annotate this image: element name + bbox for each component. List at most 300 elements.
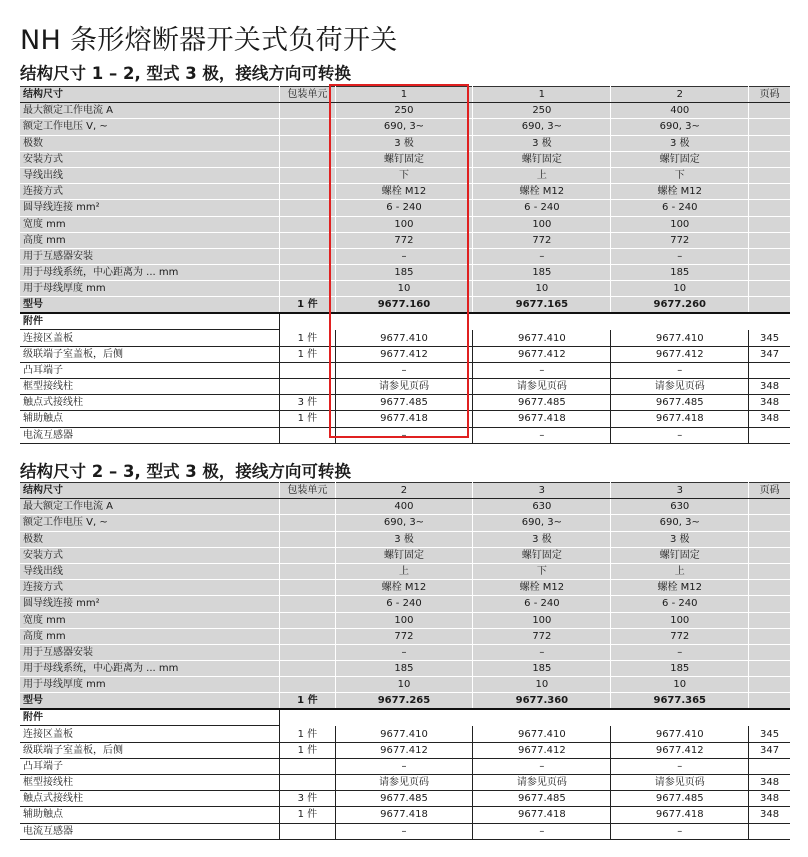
page-ref-cell	[749, 265, 790, 281]
row-label: 型号	[20, 297, 280, 314]
page-ref-cell: 页码	[749, 483, 790, 499]
page-ref-cell: 347	[749, 742, 790, 758]
row-label: 框型接线柱	[20, 775, 280, 791]
accessory-row	[20, 379, 790, 395]
row-label: 额定工作电压 V, ~	[20, 119, 280, 135]
pack-unit-cell	[280, 596, 335, 612]
value-cell: 100	[611, 612, 749, 628]
accessories-header-row	[20, 709, 790, 726]
spec-row	[20, 281, 790, 297]
pack-unit-cell	[280, 167, 335, 183]
value-cell: –	[335, 362, 473, 378]
row-label: 高度 mm	[20, 628, 280, 644]
page-ref-cell: 348	[749, 411, 790, 427]
page-ref-cell	[749, 248, 790, 264]
page-ref-cell	[749, 580, 790, 596]
value-cell: –	[473, 427, 611, 443]
value-cell: 6 - 240	[473, 200, 611, 216]
value-cell: 9677.485	[473, 791, 611, 807]
page-ref-cell	[749, 167, 790, 183]
spec-row	[20, 661, 790, 677]
section-2-title: 结构尺寸 2 – 3, 型式 3 极，接线方向可转换	[20, 462, 351, 481]
value-cell: 690, 3~	[335, 119, 473, 135]
row-label: 辅助触点	[20, 411, 280, 427]
value-cell: 3 极	[473, 531, 611, 547]
pack-unit-cell: 1 件	[280, 742, 335, 758]
page-ref-cell	[749, 281, 790, 297]
row-label: 级联端子室盖板，后侧	[20, 742, 280, 758]
page-ref-cell	[749, 693, 790, 710]
accessory-row	[20, 427, 790, 443]
pack-unit-cell: 包装单元	[280, 483, 335, 499]
value-cell: 9677.365	[611, 693, 749, 710]
row-label: 级联端子室盖板，后侧	[20, 346, 280, 362]
page-ref-cell	[749, 499, 790, 515]
section-2-table	[20, 482, 790, 840]
spec-row	[20, 232, 790, 248]
page-ref-cell	[749, 661, 790, 677]
page-ref-cell	[749, 758, 790, 774]
row-label: 宽度 mm	[20, 612, 280, 628]
pack-unit-cell	[280, 265, 335, 281]
row-label: 凸耳端子	[20, 362, 280, 378]
pack-unit-cell	[280, 644, 335, 660]
page-ref-cell	[749, 563, 790, 579]
page-ref-cell	[749, 216, 790, 232]
value-cell: 100	[335, 216, 473, 232]
value-cell: 螺钉固定	[473, 547, 611, 563]
pack-unit-cell	[280, 103, 335, 119]
value-cell: 螺栓 M12	[335, 580, 473, 596]
pack-unit-cell: 1 件	[280, 726, 335, 742]
page-ref-cell	[749, 823, 790, 839]
value-cell: 10	[335, 677, 473, 693]
accessory-row	[20, 791, 790, 807]
accessories-label: 附件	[20, 313, 280, 330]
page-ref-cell: 347	[749, 346, 790, 362]
value-cell: 690, 3~	[473, 119, 611, 135]
row-label: 结构尺寸	[20, 87, 280, 103]
spec-row	[20, 87, 790, 103]
row-label: 辅助触点	[20, 807, 280, 823]
row-label: 最大额定工作电流 A	[20, 499, 280, 515]
row-label: 电流互感器	[20, 823, 280, 839]
pack-unit-cell	[280, 775, 335, 791]
pack-unit-cell: 1 件	[280, 330, 335, 346]
value-cell: 772	[611, 232, 749, 248]
value-cell: 9677.412	[335, 346, 473, 362]
spec-row	[20, 103, 790, 119]
section-1-title: 结构尺寸 1 – 2, 型式 3 极，接线方向可转换	[20, 64, 351, 83]
value-cell: 上	[611, 563, 749, 579]
value-cell: –	[473, 248, 611, 264]
pack-unit-cell	[280, 379, 335, 395]
value-cell: 185	[611, 661, 749, 677]
value-cell: 6 - 240	[335, 200, 473, 216]
value-cell: 9677.165	[473, 297, 611, 314]
row-label: 圆导线连接 mm²	[20, 596, 280, 612]
spec-row	[20, 612, 790, 628]
pack-unit-cell	[280, 677, 335, 693]
value-cell: 9677.485	[335, 791, 473, 807]
spec-row	[20, 515, 790, 531]
value-cell: 9677.412	[473, 346, 611, 362]
value-cell: 185	[611, 265, 749, 281]
spec-row	[20, 677, 790, 693]
value-cell: 772	[335, 628, 473, 644]
pack-unit-cell	[280, 628, 335, 644]
value-cell: 9677.418	[611, 411, 749, 427]
value-cell: –	[611, 644, 749, 660]
row-label: 额定工作电压 V, ~	[20, 515, 280, 531]
pack-unit-cell	[280, 758, 335, 774]
value-cell: 9677.410	[473, 726, 611, 742]
value-cell: 630	[473, 499, 611, 515]
value-cell: 请参见页码	[335, 775, 473, 791]
spec-row	[20, 167, 790, 183]
value-cell: 螺栓 M12	[611, 184, 749, 200]
value-cell: 630	[611, 499, 749, 515]
pack-unit-cell	[280, 499, 335, 515]
value-cell: 9677.485	[611, 791, 749, 807]
row-label: 导线出线	[20, 167, 280, 183]
value-cell: 185	[335, 661, 473, 677]
value-cell: 6 - 240	[335, 596, 473, 612]
value-cell: 螺钉固定	[473, 151, 611, 167]
page-ref-cell	[749, 531, 790, 547]
value-cell: –	[473, 823, 611, 839]
page-ref-cell: 页码	[749, 87, 790, 103]
value-cell: 螺钉固定	[611, 151, 749, 167]
value-cell: 9677.418	[611, 807, 749, 823]
value-cell: 9677.260	[611, 297, 749, 314]
value-cell: 9677.418	[473, 807, 611, 823]
value-cell: 185	[473, 265, 611, 281]
value-cell: –	[611, 248, 749, 264]
value-cell: 3	[611, 483, 749, 499]
page-ref-cell: 345	[749, 726, 790, 742]
pack-unit-cell	[280, 823, 335, 839]
row-label: 用于母线厚度 mm	[20, 677, 280, 693]
row-label: 用于母线厚度 mm	[20, 281, 280, 297]
spec-row	[20, 184, 790, 200]
page-ref-cell: 348	[749, 379, 790, 395]
type-row	[20, 693, 790, 710]
value-cell: 螺钉固定	[611, 547, 749, 563]
value-cell: 9677.410	[611, 330, 749, 346]
value-cell: 3 极	[473, 135, 611, 151]
page-ref-cell	[749, 644, 790, 660]
pack-unit-cell: 包装单元	[280, 87, 335, 103]
value-cell: –	[611, 758, 749, 774]
value-cell: 250	[335, 103, 473, 119]
row-label: 型号	[20, 693, 280, 710]
value-cell: 100	[611, 216, 749, 232]
page-ref-cell	[749, 515, 790, 531]
page-ref-cell	[749, 427, 790, 443]
page-ref-cell	[749, 297, 790, 314]
value-cell: –	[611, 362, 749, 378]
row-label: 连接方式	[20, 580, 280, 596]
spec-row	[20, 135, 790, 151]
row-label: 宽度 mm	[20, 216, 280, 232]
page-ref-cell	[749, 103, 790, 119]
page-ref-cell	[749, 119, 790, 135]
row-label: 触点式接线柱	[20, 395, 280, 411]
page-ref-cell	[749, 151, 790, 167]
spec-row	[20, 644, 790, 660]
value-cell: 请参见页码	[473, 775, 611, 791]
spec-row	[20, 547, 790, 563]
spec-row	[20, 499, 790, 515]
spec-row	[20, 563, 790, 579]
accessories-header-blank	[280, 313, 790, 330]
value-cell: 螺栓 M12	[473, 580, 611, 596]
value-cell: 185	[473, 661, 611, 677]
value-cell: 下	[611, 167, 749, 183]
value-cell: 螺栓 M12	[473, 184, 611, 200]
value-cell: 772	[611, 628, 749, 644]
value-cell: –	[473, 758, 611, 774]
accessory-row	[20, 823, 790, 839]
value-cell: 772	[335, 232, 473, 248]
value-cell: 6 - 240	[473, 596, 611, 612]
spec-row	[20, 248, 790, 264]
accessory-row	[20, 411, 790, 427]
accessories-header-blank	[280, 709, 790, 726]
spec-row	[20, 596, 790, 612]
value-cell: 9677.412	[335, 742, 473, 758]
spec-row	[20, 216, 790, 232]
value-cell: 9677.412	[473, 742, 611, 758]
value-cell: 9677.265	[335, 693, 473, 710]
row-label: 极数	[20, 135, 280, 151]
value-cell: 请参见页码	[611, 379, 749, 395]
pack-unit-cell	[280, 248, 335, 264]
value-cell: 下	[335, 167, 473, 183]
value-cell: –	[335, 427, 473, 443]
value-cell: 6 - 240	[611, 596, 749, 612]
value-cell: 10	[611, 281, 749, 297]
value-cell: 9677.410	[611, 726, 749, 742]
pack-unit-cell: 3 件	[280, 791, 335, 807]
value-cell: 9677.485	[335, 395, 473, 411]
accessory-row	[20, 330, 790, 346]
spec-row	[20, 483, 790, 499]
value-cell: –	[611, 823, 749, 839]
value-cell: 100	[473, 216, 611, 232]
accessory-row	[20, 775, 790, 791]
value-cell: 9677.360	[473, 693, 611, 710]
pack-unit-cell	[280, 200, 335, 216]
pack-unit-cell: 1 件	[280, 346, 335, 362]
page-ref-cell	[749, 200, 790, 216]
accessories-label: 附件	[20, 709, 280, 726]
value-cell: 100	[473, 612, 611, 628]
row-label: 用于母线系统，中心距离为 ... mm	[20, 265, 280, 281]
value-cell: 上	[473, 167, 611, 183]
page-title: NH 条形熔断器开关式负荷开关	[20, 25, 398, 56]
value-cell: 螺钉固定	[335, 151, 473, 167]
pack-unit-cell	[280, 563, 335, 579]
row-label: 安装方式	[20, 547, 280, 563]
value-cell: 螺栓 M12	[335, 184, 473, 200]
row-label: 极数	[20, 531, 280, 547]
page-ref-cell: 348	[749, 807, 790, 823]
value-cell: 9677.418	[335, 807, 473, 823]
pack-unit-cell	[280, 232, 335, 248]
spec-row	[20, 265, 790, 281]
pack-unit-cell	[280, 661, 335, 677]
row-label: 触点式接线柱	[20, 791, 280, 807]
page-ref-cell	[749, 135, 790, 151]
value-cell: 2	[335, 483, 473, 499]
value-cell: 1	[473, 87, 611, 103]
page-ref-cell	[749, 628, 790, 644]
row-label: 连接方式	[20, 184, 280, 200]
row-label: 结构尺寸	[20, 483, 280, 499]
page-ref-cell: 348	[749, 395, 790, 411]
value-cell: 690, 3~	[335, 515, 473, 531]
value-cell: 772	[473, 232, 611, 248]
value-cell: 9677.410	[473, 330, 611, 346]
row-label: 连接区盖板	[20, 330, 280, 346]
value-cell: 3	[473, 483, 611, 499]
value-cell: 10	[473, 677, 611, 693]
row-label: 最大额定工作电流 A	[20, 103, 280, 119]
accessory-row	[20, 362, 790, 378]
value-cell: 请参见页码	[611, 775, 749, 791]
pack-unit-cell	[280, 612, 335, 628]
value-cell: 请参见页码	[473, 379, 611, 395]
accessory-row	[20, 726, 790, 742]
value-cell: 100	[335, 612, 473, 628]
spec-row	[20, 628, 790, 644]
row-label: 连接区盖板	[20, 726, 280, 742]
value-cell: 10	[473, 281, 611, 297]
value-cell: 螺钉固定	[335, 547, 473, 563]
row-label: 圆导线连接 mm²	[20, 200, 280, 216]
pack-unit-cell: 1 件	[280, 297, 335, 314]
value-cell: 6 - 240	[611, 200, 749, 216]
row-label: 电流互感器	[20, 427, 280, 443]
value-cell: 3 极	[335, 135, 473, 151]
page-ref-cell	[749, 596, 790, 612]
pack-unit-cell: 1 件	[280, 807, 335, 823]
value-cell: 9677.410	[335, 330, 473, 346]
pack-unit-cell: 3 件	[280, 395, 335, 411]
row-label: 安装方式	[20, 151, 280, 167]
pack-unit-cell	[280, 547, 335, 563]
accessory-row	[20, 395, 790, 411]
spec-row	[20, 531, 790, 547]
pack-unit-cell	[280, 362, 335, 378]
value-cell: 690, 3~	[611, 515, 749, 531]
pack-unit-cell: 1 件	[280, 411, 335, 427]
accessory-row	[20, 807, 790, 823]
page-ref-cell	[749, 677, 790, 693]
type-row	[20, 297, 790, 314]
row-label: 导线出线	[20, 563, 280, 579]
value-cell: 185	[335, 265, 473, 281]
pack-unit-cell	[280, 515, 335, 531]
page-ref-cell	[749, 232, 790, 248]
row-label: 用于互感器安装	[20, 248, 280, 264]
value-cell: 下	[473, 563, 611, 579]
value-cell: –	[335, 758, 473, 774]
value-cell: 9677.418	[335, 411, 473, 427]
spec-row	[20, 151, 790, 167]
pack-unit-cell	[280, 216, 335, 232]
spec-row	[20, 119, 790, 135]
accessories-header-row	[20, 313, 790, 330]
page-ref-cell: 348	[749, 791, 790, 807]
page-ref-cell	[749, 362, 790, 378]
pack-unit-cell	[280, 135, 335, 151]
page-ref-cell	[749, 547, 790, 563]
row-label: 用于互感器安装	[20, 644, 280, 660]
value-cell: –	[335, 644, 473, 660]
value-cell: 螺栓 M12	[611, 580, 749, 596]
accessory-row	[20, 742, 790, 758]
page-ref-cell	[749, 184, 790, 200]
value-cell: 9677.418	[473, 411, 611, 427]
value-cell: 9677.160	[335, 297, 473, 314]
value-cell: 9677.485	[611, 395, 749, 411]
value-cell: 3 极	[611, 135, 749, 151]
row-label: 高度 mm	[20, 232, 280, 248]
page-ref-cell: 348	[749, 775, 790, 791]
pack-unit-cell: 1 件	[280, 693, 335, 710]
value-cell: 400	[611, 103, 749, 119]
value-cell: 400	[335, 499, 473, 515]
accessory-row	[20, 758, 790, 774]
value-cell: 9677.410	[335, 726, 473, 742]
page-ref-cell: 345	[749, 330, 790, 346]
value-cell: –	[473, 644, 611, 660]
value-cell: 1	[335, 87, 473, 103]
value-cell: 10	[611, 677, 749, 693]
value-cell: 3 极	[611, 531, 749, 547]
pack-unit-cell	[280, 281, 335, 297]
value-cell: –	[335, 823, 473, 839]
spec-row	[20, 580, 790, 596]
value-cell: –	[473, 362, 611, 378]
value-cell: 690, 3~	[473, 515, 611, 531]
value-cell: –	[611, 427, 749, 443]
value-cell: 772	[473, 628, 611, 644]
value-cell: 2	[611, 87, 749, 103]
row-label: 凸耳端子	[20, 758, 280, 774]
value-cell: 9677.412	[611, 346, 749, 362]
spec-row	[20, 200, 790, 216]
value-cell: 10	[335, 281, 473, 297]
section-1-table	[20, 86, 790, 444]
page-ref-cell	[749, 612, 790, 628]
value-cell: 上	[335, 563, 473, 579]
value-cell: 9677.412	[611, 742, 749, 758]
value-cell: 690, 3~	[611, 119, 749, 135]
pack-unit-cell	[280, 184, 335, 200]
value-cell: 9677.485	[473, 395, 611, 411]
value-cell: 3 极	[335, 531, 473, 547]
row-label: 用于母线系统，中心距离为 ... mm	[20, 661, 280, 677]
pack-unit-cell	[280, 427, 335, 443]
accessory-row	[20, 346, 790, 362]
row-label: 框型接线柱	[20, 379, 280, 395]
pack-unit-cell	[280, 151, 335, 167]
pack-unit-cell	[280, 531, 335, 547]
